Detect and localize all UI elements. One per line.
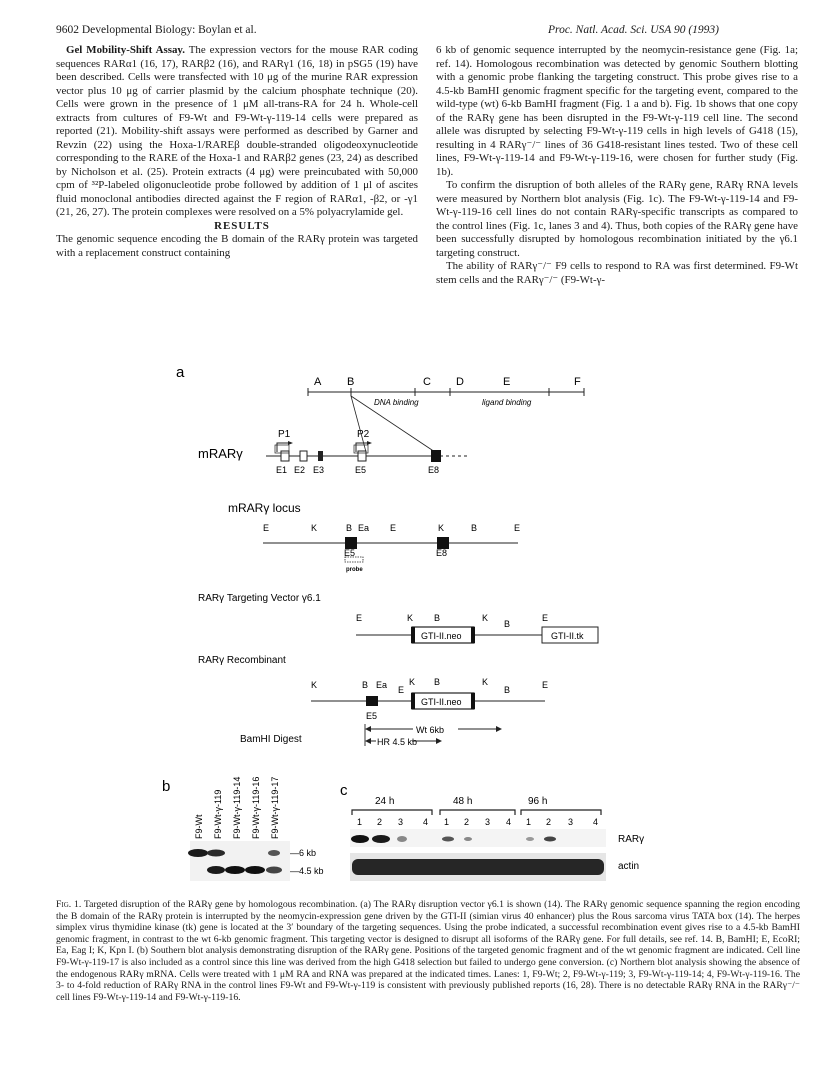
lane-24h-1: 1	[357, 817, 363, 827]
lane-label-f9-wt: F9-Wt	[194, 814, 204, 839]
locus-exon-e8: E8	[436, 548, 448, 558]
panel-b-label: b	[162, 778, 171, 795]
lane-24h-3: 3	[398, 817, 404, 827]
recomb-site-ea: Ea	[376, 680, 388, 690]
digest-wt-label: Wt 6kb	[416, 725, 445, 735]
domain-label-b: B	[347, 376, 355, 388]
domain-map	[308, 388, 584, 396]
recomb-site-b1: B	[362, 680, 369, 690]
timepoint-96h: 96 h	[528, 796, 548, 807]
recomb-site-e1: E	[398, 685, 405, 695]
row-label-actin: actin	[618, 861, 640, 872]
southern-blot	[188, 841, 290, 881]
vector-site-e1: E	[356, 613, 363, 623]
lane-96h-3: 3	[568, 817, 574, 827]
vector-site-k1: K	[407, 613, 414, 623]
vector-site-e2: E	[542, 613, 549, 623]
exon-e5-label: E5	[355, 465, 367, 475]
timepoint-brackets	[352, 810, 601, 815]
recomb-site-k1: K	[311, 680, 318, 690]
locus-title: mRARγ locus	[228, 501, 301, 515]
locus-site-e1: E	[263, 523, 270, 533]
domain-label-a: A	[314, 376, 322, 388]
locus-site-e2: E	[390, 523, 397, 533]
locus-site-ea: Ea	[358, 523, 370, 533]
vector-site-k2: K	[482, 613, 489, 623]
domain-label-c: C	[423, 376, 431, 388]
gene-label: mRARγ	[198, 446, 243, 461]
lane-label-f9-wt-119-16: F9-Wt-γ-119-16	[251, 776, 261, 839]
timepoint-48h: 48 h	[453, 796, 473, 807]
lane-96h-4: 4	[593, 817, 599, 827]
locus-site-e3: E	[514, 523, 521, 533]
exon-e1-label: E1	[276, 465, 288, 475]
recombinant-title: RARγ Recombinant	[198, 655, 286, 666]
vector-neo-label: GTI-II.neo	[421, 631, 462, 641]
running-header-right: Proc. Natl. Acad. Sci. USA 90 (1993)	[548, 24, 719, 36]
lane-48h-2: 2	[464, 817, 470, 827]
probe-label: probe	[346, 567, 363, 573]
results-paragraph-1: The genomic sequence encoding the B domain of the RARγ protein was targeted with a replacement construct containing	[56, 233, 418, 259]
locus-exon-e5: E5	[344, 548, 356, 558]
vector-title: RARγ Targeting Vector γ6.1	[198, 593, 321, 604]
lane-48h-1: 1	[444, 817, 450, 827]
vector-tk-label: GTI-II.tk	[551, 631, 584, 641]
lane-label-f9-wt-119-17: F9-Wt-γ-119-17	[270, 776, 280, 839]
northern-blot-rar	[350, 829, 606, 847]
methods-text: The expression vectors for the mouse RAR coding sequences RARα1 (16, 17), RARβ2 (16), and RARγ1 (16, 18) in pSG5 (19) have been described. Cells were transfected with 10 μg of the murine RAR expression vector plus 10 μg of carrier plasmid by the calcium phosphate technique (20). Cells were grown in the presence of 1 μM all-trans-RA for 24 h. Whole-cell extracts from cultures of F9-Wt and F9-Wt-γ-119-14 cells were prepared as reported (21). Mobility-shift assays were performed as described by Garner and Revzin (22) using the Hoxa-1/RAREβ double-stranded oligodeoxynucleotide corresponding to the RARE of the Hoxa-1 and RARβ2 genes (23, 24) as described by Nicholson et al. (25). Protein extracts (4 μg) were preincubated with 50,000 cpm of ³²P-labeled oligonucleotide probe followed by addition of 1 μl of ascites fluid monoclonal antibodies directed against the F region of RARα1, -β2, or -γ1 (21, 26, 27). The protein complexes were resolved on a 5% polyacrylamide gel.	[56, 44, 418, 218]
promoter-p2-label: P2	[357, 429, 370, 440]
domain-label-f: F	[574, 376, 581, 388]
recomb-site-k2: K	[409, 677, 416, 687]
methods-runin-heading: Gel Mobility-Shift Assay.	[66, 44, 185, 56]
northern-blot-actin	[350, 853, 606, 881]
lane-label-f9-wt-119-14: F9-Wt-γ-119-14	[232, 776, 242, 839]
recomb-site-b3: B	[504, 685, 511, 695]
results-paragraph-3: To confirm the disruption of both alleles of the RARγ gene, RARγ RNA levels were measured by Northern blot analysis (Fig. 1c). The F9-Wt-γ-119-14 and F9-Wt-γ-119-16 cell lines do not contain RARγ-specific transcripts as compared to the control lines (Fig. 1c, lanes 3 and 4). Thus, both copies of the RARγ gene have been successfully disrupted by homologous recombination initiated by the γ6.1 targeting construct.	[436, 179, 798, 259]
caption-text: Targeted disruption of the RARγ gene by homologous recombination. (a) The RARγ disruption vector γ6.1 is shown (14). The RARγ genomic sequence spanning the region encoding the B domain of the RARγ protein is interrupted by the neomycin-expression gene driven by the GTI-II (simian virus 40 enhancer) plus the Rous sarcoma virus TATA box (14). The herpes simplex virus thymidine kinase (tk) gene is located at the 3′ boundary of the targeting sequences. Using the probe indicated, a successful recombination event gives rise to a 4.5-kb BamHI genomic fragment, in contrast to the wt 6-kb genomic fragment. This targeting vector is designed to disrupt all isoforms of the RARγ gene. For full details, see ref. 14. B, BamHI; E, EcoRI; Ea, Eag I; K, Kpn I. (b) Southern blot analysis demonstrating disruption of the RARγ gene. Positions of the targeted genomic fragment and of the wt genomic fragment are indicated. Cell line F9-Wt-γ-119-17 is also included as a control since this line was derived from the high G418 selection but failed to undergo gene conversion. (c) Northern blot analysis showing the absence of the endogenous RARγ mRNA. Cells were treated with 1 μM RA and RNA was prepared at the indicated times. Lanes: 1, F9-Wt; 2, F9-Wt-γ-119; 3, F9-Wt-γ-119-14; 4, F9-Wt-γ-119-16. The 3- to 4-fold reduction of RARγ RNA in the control lines F9-Wt and F9-Wt-γ-119 is consistent with previously published reports (16, 28). There is no detectable RARγ RNA in the RARγ⁻/⁻ cell lines F9-Wt-γ-119-14 and F9-Wt-γ-119-16.	[56, 899, 800, 1003]
left-column	[56, 44, 418, 260]
timepoint-24h: 24 h	[375, 796, 395, 807]
locus-map	[263, 537, 518, 562]
digest-title: BamHI Digest	[240, 734, 302, 745]
caption-lead: Fig. 1.	[56, 899, 82, 910]
lane-label-f9-wt-119: F9-Wt-γ-119	[213, 789, 223, 839]
results-heading: RESULTS	[214, 219, 270, 232]
recomb-site-k3: K	[482, 677, 489, 687]
results-paragraph-2: 6 kb of genomic sequence interrupted by the neomycin-resistance gene (Fig. 1a; ref. 14). Homologous recombination was detected by genomic Southern blotting with a genomic probe flanking the targeting construct. This probe gives rise to a 4.5-kb BamHI genomic fragment specific for the targeting event, compared to the wild-type (wt) 6-kb BamHI fragment (Fig. 1 a and b). Fig. 1b shows that one copy of the RARγ gene has been disrupted in the F9-Wt-γ-119 cell line. The second allele was disrupted by selecting F9-Wt-γ-119 cells in high levels of G418 (15), resulting in 4 RARγ⁻/⁻ lines of 36 G418-resistant lines tested. Two of these cell lines, F9-Wt-γ-119-14 and F9-Wt-γ-119-16, were chosen for further study (Fig. 1b).	[436, 44, 798, 178]
promoter-p1-label: P1	[278, 429, 291, 440]
panel-c-label: c	[340, 782, 348, 799]
vector-site-b2: B	[504, 619, 511, 629]
right-column	[436, 44, 798, 287]
locus-site-b2: B	[471, 523, 478, 533]
panel-a-label: a	[176, 364, 185, 381]
results-paragraph-4: The ability of RARγ⁻/⁻ F9 cells to respond to RA was first determined. F9-Wt stem cells and the RARγ⁻/⁻ (F9-Wt-γ-	[436, 260, 798, 286]
lane-96h-1: 1	[526, 817, 532, 827]
exon-e8-label: E8	[428, 465, 440, 475]
figure-caption	[56, 899, 800, 1003]
ligand-binding-note: ligand binding	[482, 398, 532, 407]
recomb-neo-label: GTI-II.neo	[421, 697, 462, 707]
recomb-site-e2: E	[542, 680, 549, 690]
exon-e3-label: E3	[313, 465, 325, 475]
lane-48h-4: 4	[506, 817, 512, 827]
locus-site-b1: B	[346, 523, 353, 533]
vector-site-b1: B	[434, 613, 441, 623]
running-header-left: 9602 Developmental Biology: Boylan et al.	[56, 24, 257, 36]
domain-label-e: E	[503, 376, 511, 388]
methods-paragraph	[56, 44, 418, 220]
lane-24h-4: 4	[423, 817, 429, 827]
exon-e2-label: E2	[294, 465, 306, 475]
row-label-rar: RARγ	[618, 834, 645, 845]
domain-label-d: D	[456, 376, 464, 388]
lane-24h-2: 2	[377, 817, 383, 827]
dna-binding-note: DNA binding	[374, 398, 419, 407]
recomb-exon-e5: E5	[366, 711, 378, 721]
lane-48h-3: 3	[485, 817, 491, 827]
marker-4-5kb: —4.5 kb	[290, 866, 324, 876]
locus-site-k2: K	[438, 523, 445, 533]
figure-1	[162, 363, 645, 893]
gene-map	[266, 441, 470, 462]
recomb-site-b2: B	[434, 677, 441, 687]
digest-hr-label: HR 4.5 kb	[377, 737, 418, 747]
locus-site-k1: K	[311, 523, 318, 533]
marker-6kb: —6 kb	[290, 848, 317, 858]
lane-96h-2: 2	[546, 817, 552, 827]
